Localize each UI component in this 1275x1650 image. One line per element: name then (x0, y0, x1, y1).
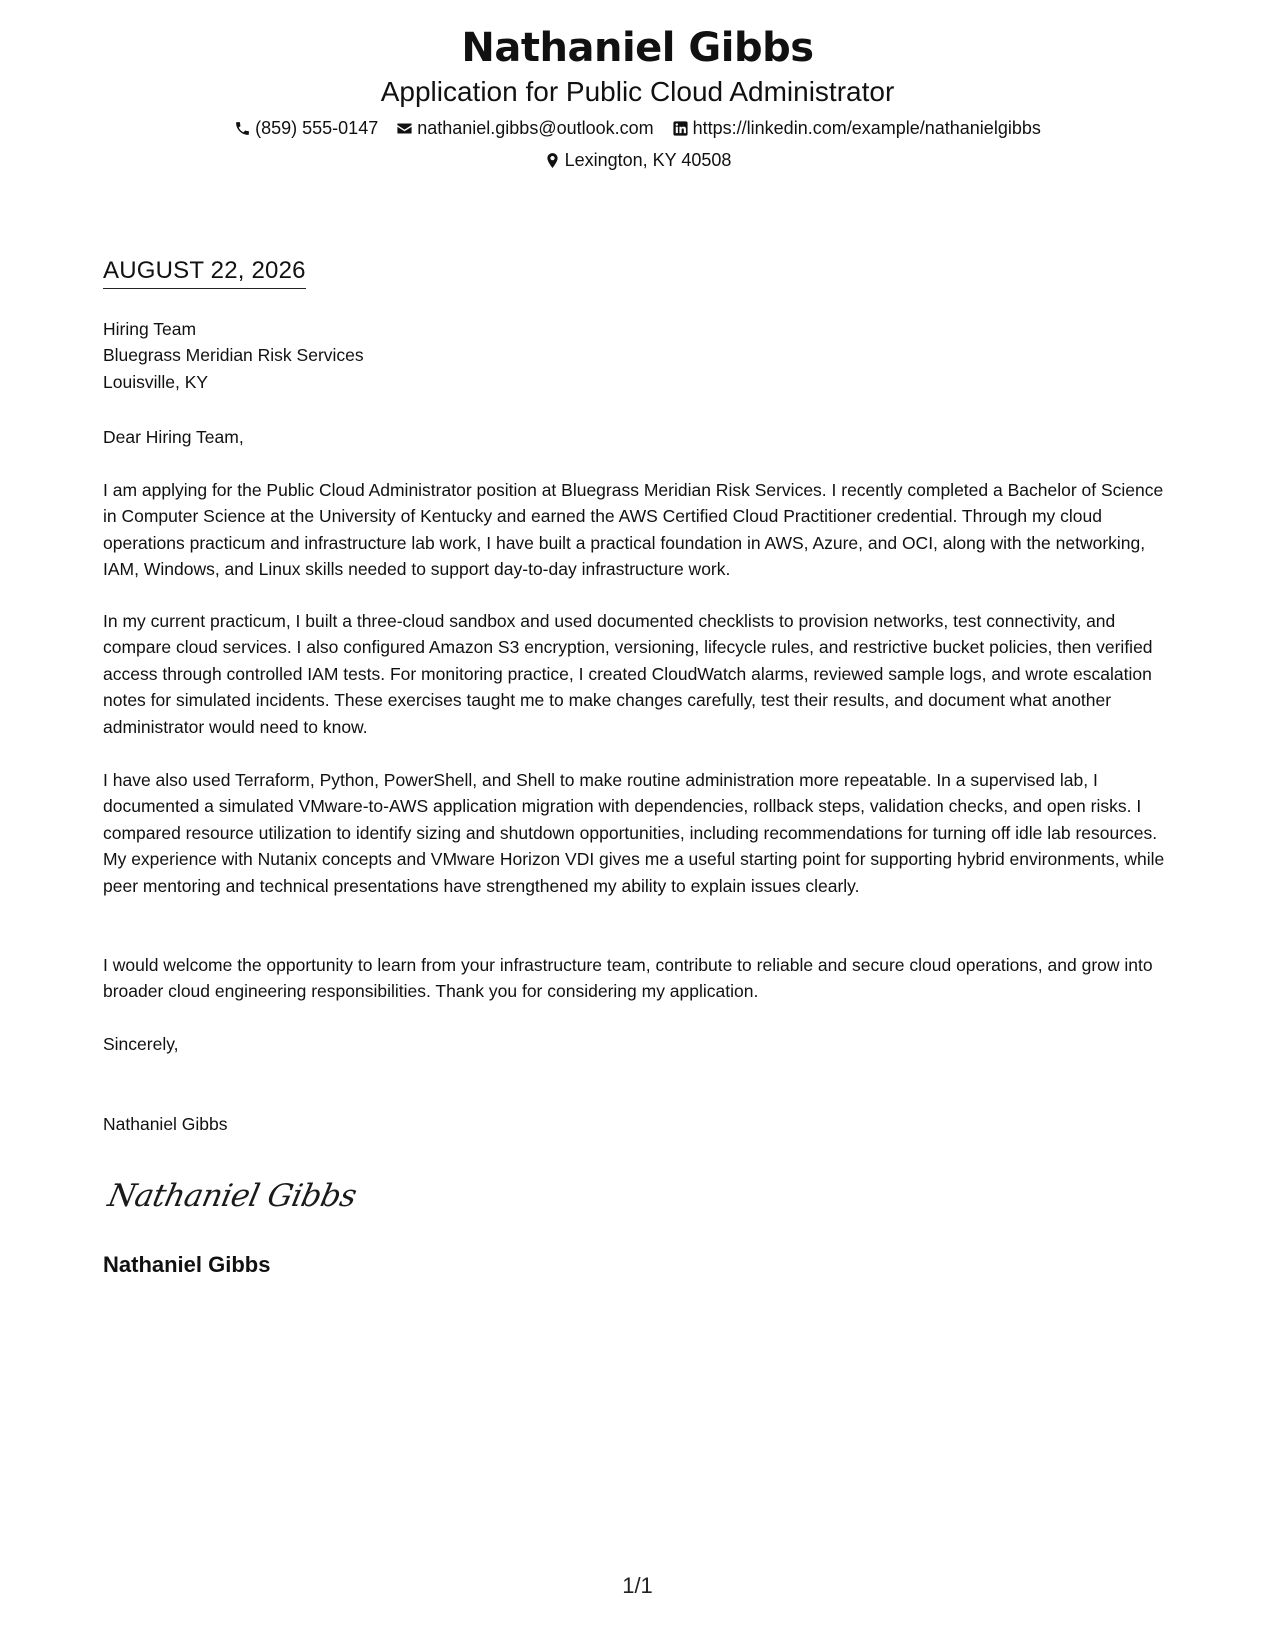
closing: Sincerely, (103, 1034, 179, 1054)
signature-image (103, 1166, 363, 1222)
phone-text: (859) 555-0147 (255, 118, 379, 138)
letter-header (0, 22, 1275, 174)
signature-text: Nathaniel Gibbs (104, 1178, 360, 1214)
email-text[interactable]: nathaniel.gibbs@outlook.com (417, 118, 654, 138)
body-paragraph-4: I would welcome the opportunity to learn from your infrastructure team, contribute to reliable and secure cloud operations, and grow into broader cloud engineering responsibilities. Thank you for considering my application. (103, 955, 1153, 1002)
salutation: Dear Hiring Team, (103, 427, 244, 447)
linkedin-icon (672, 120, 689, 137)
recipient-line-2: Bluegrass Meridian Risk Services (103, 345, 364, 366)
contact-email[interactable] (396, 114, 653, 142)
map-pin-icon (544, 152, 561, 169)
page-number: 1/1 (622, 1573, 653, 1598)
recipient-line-3: Louisville, KY (103, 371, 209, 392)
phone-icon (234, 120, 251, 137)
recipient-block (103, 316, 1178, 395)
body-paragraph-3: I have also used Terraform, Python, PowerShell, and Shell to make routine administration more repeatable. In a supervised lab, I documented a simulated VMware-to-AWS application migration with dependencies, rollback steps, validation checks, and open risks. I compared resource utilization to identify sizing and shutdown opportunities, including recommendations for turning off idle lab resources. My experience with Nutanix concepts and VMware Horizon VDI gives me a useful starting point for supporting hybrid environments, while peer mentoring and technical presentations have strengthened my ability to explain issues clearly. (103, 770, 1165, 896)
final-name: Nathaniel Gibbs (103, 1252, 271, 1277)
envelope-icon (396, 120, 413, 137)
date-block (103, 256, 306, 289)
application-title: Application for Public Cloud Administrator (380, 76, 895, 107)
location-row (0, 146, 1275, 174)
applicant-name: Nathaniel Gibbs (461, 25, 814, 71)
location-text: Lexington, KY 40508 (564, 150, 732, 170)
recipient-line-1: Hiring Team (103, 319, 197, 339)
contact-phone (234, 114, 378, 142)
linkedin-text[interactable]: https://linkedin.com/example/nathanielgibbs (692, 118, 1041, 138)
body-paragraph-2: In my current practicum, I built a three-cloud sandbox and used documented checklists to provision networks, test connectivity, and compare cloud services. I also configured Amazon S3 encryption, versioning, lifecycle rules, and restrictive bucket policies, then verified access through controlled IAM tests. For monitoring practice, I created CloudWatch alarms, reviewed sample logs, and wrote escalation notes for simulated incidents. These exercises taught me to make changes carefully, test their results, and document what another administrator would need to know. (103, 611, 1153, 737)
contact-row (0, 114, 1275, 142)
body-paragraph-1: I am applying for the Public Cloud Administrator position at Bluegrass Meridian Risk Services. I recently completed a Bachelor of Science in Computer Science at the University of Kentucky and earned the AWS Certified Cloud Practitioner credential. Through my cloud operations practicum and infrastructure lab work, I have built a practical foundation in AWS, Azure, and OCI, along with the networking, IAM, Windows, and Linux skills needed to support day-to-day infrastructure work. (103, 480, 1164, 580)
contact-location (544, 146, 732, 174)
contact-linkedin[interactable] (672, 114, 1041, 142)
letter-date: AUGUST 22, 2026 (103, 256, 306, 289)
signed-name: Nathaniel Gibbs (103, 1114, 228, 1134)
